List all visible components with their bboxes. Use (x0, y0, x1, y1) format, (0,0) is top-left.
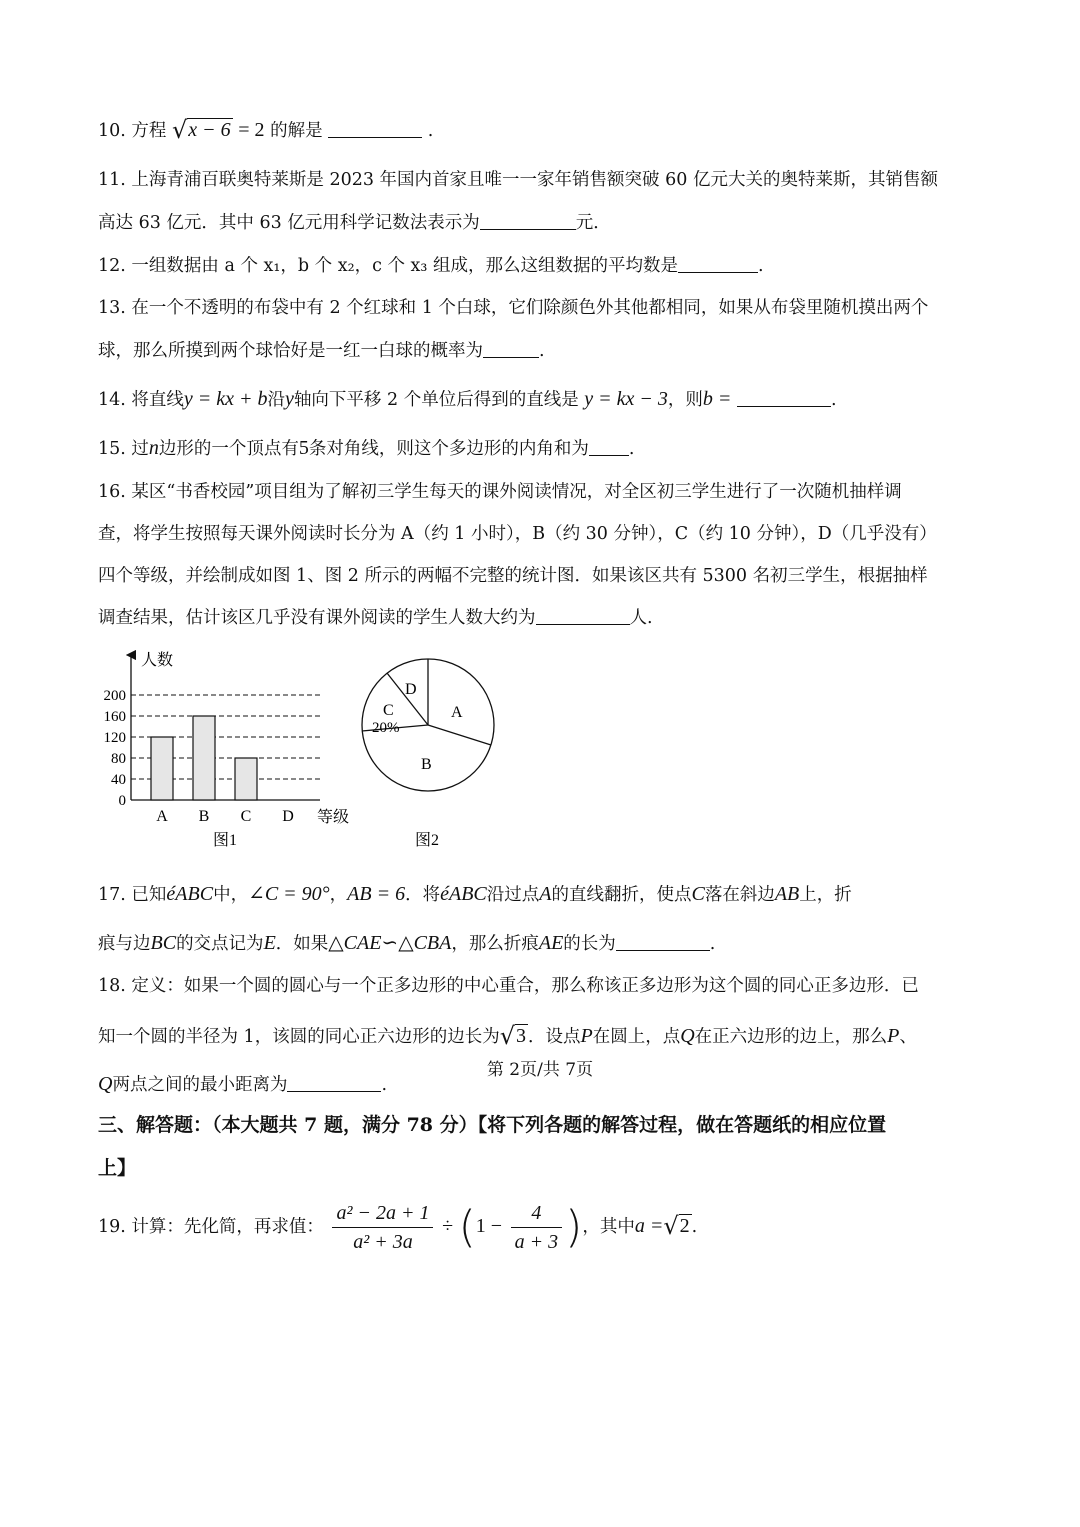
question-17-line1: 17. 已知éABC中，∠C = 90°，AB = 6．将éABC沿过点A的直线翻折，使点C落在斜边AB上，折 (98, 883, 852, 905)
y-tick-labels (104, 688, 127, 809)
figure-caption: 图1 (213, 832, 238, 849)
pie-chart-figure-2 (350, 645, 510, 855)
bar-c (235, 758, 257, 800)
question-16-line4: 调查结果，估计该区几乎没有课外阅读的学生人数大约为 人. (98, 608, 653, 628)
y-tick-label: 200 (103, 688, 126, 704)
x-tick-label-d: D (282, 808, 294, 825)
y-tick-label: 120 (103, 730, 126, 746)
answer-blank[interactable] (737, 388, 831, 407)
x-tick-label-b: B (198, 808, 210, 825)
answer-blank[interactable] (483, 339, 539, 358)
answer-blank[interactable] (480, 211, 576, 230)
answer-blank[interactable] (589, 437, 629, 456)
question-11-line2: 高达 63 亿元．其中 63 亿元用科学记数法表示为 元． (98, 213, 611, 233)
bar-b (193, 716, 215, 800)
answer-blank[interactable] (678, 254, 758, 273)
question-15: 15. 过n边形的一个顶点有5条对角线，则这个多边形的内角和为 . (98, 437, 635, 459)
x-tick-label-a: A (156, 808, 168, 825)
pie-label-b: B (421, 756, 432, 773)
y-tick-label: 40 (111, 772, 126, 788)
fraction-2: $\frac{4}{a + 3}$ (511, 1201, 563, 1254)
question-13-line2: 球，那么所摸到两个球恰好是一红一白球的概率为 . (98, 341, 545, 361)
question-16-line3: 四个等级，并绘制成如图 1、图 2 所示的两幅不完整的统计图．如果该区共有 5300 名初三学生，根据抽样 (98, 566, 928, 586)
question-18-line2: 知一个圆的半径为 1，该圆的同心正六边形的边长为√3 ．设点P在圆上，点Q在正六边形的边上，那么P、 (98, 1022, 917, 1050)
bars (151, 716, 257, 800)
pie-label-d: D (405, 681, 417, 698)
x-axis-label: 等级 (317, 809, 350, 826)
question-11-line1: 11. 上海青浦百联奥特莱斯是 2023 年国内首家且唯一一家年销售额突破 60 亿元大关的奥特莱斯，其销售额 (98, 170, 938, 190)
page-number: 第 2页/共 7页 (486, 1060, 594, 1080)
answer-blank[interactable] (536, 606, 630, 625)
bar-chart-figure-1 (95, 645, 355, 855)
answer-blank[interactable] (328, 119, 422, 138)
fraction-1: $\frac{\text{a² − 2a + 1}}{\text{a² + 3a}}$ (332, 1201, 433, 1254)
y-tick-label: 0 (118, 793, 126, 809)
bar-a (151, 737, 173, 800)
figure-caption: 图2 (415, 832, 440, 849)
question-16-line1: 16. 某区“书香校园”项目组为了解初三学生每天的课外阅读情况，对全区初三学生进行了一次随机抽样调 (98, 482, 902, 502)
y-tick-label: 160 (103, 709, 126, 725)
pie-label-c-percent: 20% (372, 720, 400, 736)
question-14: 14. 将直线y = kx + b沿y轴向下平移 2 个单位后得到的直线是 y = kx − 3，则b = . (98, 388, 837, 410)
question-18-line1: 18. 定义：如果一个圆的圆心与一个正多边形的中心重合，那么称该正多边形为这个圆的同心正多边形．已 (98, 976, 919, 996)
question-19: 19. 计算：先化简，再求值： $\frac{\text{a² − 2a + 1}}{\text{a² + 3a}}$ ÷ (1 − $\frac{4}{a + 3}$ )，其中a =√2 . (98, 1201, 698, 1253)
pie-divider-a-b (428, 725, 491, 745)
section-3-heading-line1: 三、解答题：（本大题共 7 题，满分 78 分）【将下列各题的解答过程，做在答题纸的相应位置 (98, 1114, 887, 1136)
x-tick-label-c: C (240, 808, 252, 825)
question-18-line3: Q两点之间的最小距离为 . (98, 1073, 388, 1095)
question-12: 12. 一组数据由 a 个 x₁，b 个 x₂，c 个 x₃ 组成，那么这组数据的平均数是 . (98, 256, 764, 276)
question-17-line2: 痕与边BC的交点记为E．如果△CAE∽△CBA，那么折痕AE的长为 . (98, 932, 716, 954)
pie-label-c: C (383, 702, 394, 719)
question-16-line2: 查，将学生按照每天课外阅读时长分为 A（约 1 小时），B（约 30 分钟），C（约 10 分钟），D（几乎没有） (98, 524, 937, 544)
pie-label-a: A (451, 704, 463, 721)
question-13-line1: 13. 在一个不透明的布袋中有 2 个红球和 1 个白球，它们除颜色外其他都相同，如果从布袋里随机摸出两个 (98, 298, 929, 318)
x-tick-labels (156, 808, 294, 825)
y-axis-label: 人数 (141, 652, 174, 669)
answer-blank[interactable] (616, 932, 710, 951)
y-tick-label: 80 (111, 751, 126, 767)
section-3-heading-line2: 上】 (98, 1157, 137, 1179)
question-10: 10. 方程 √x − 6 = 2 的解是 . (98, 116, 434, 144)
